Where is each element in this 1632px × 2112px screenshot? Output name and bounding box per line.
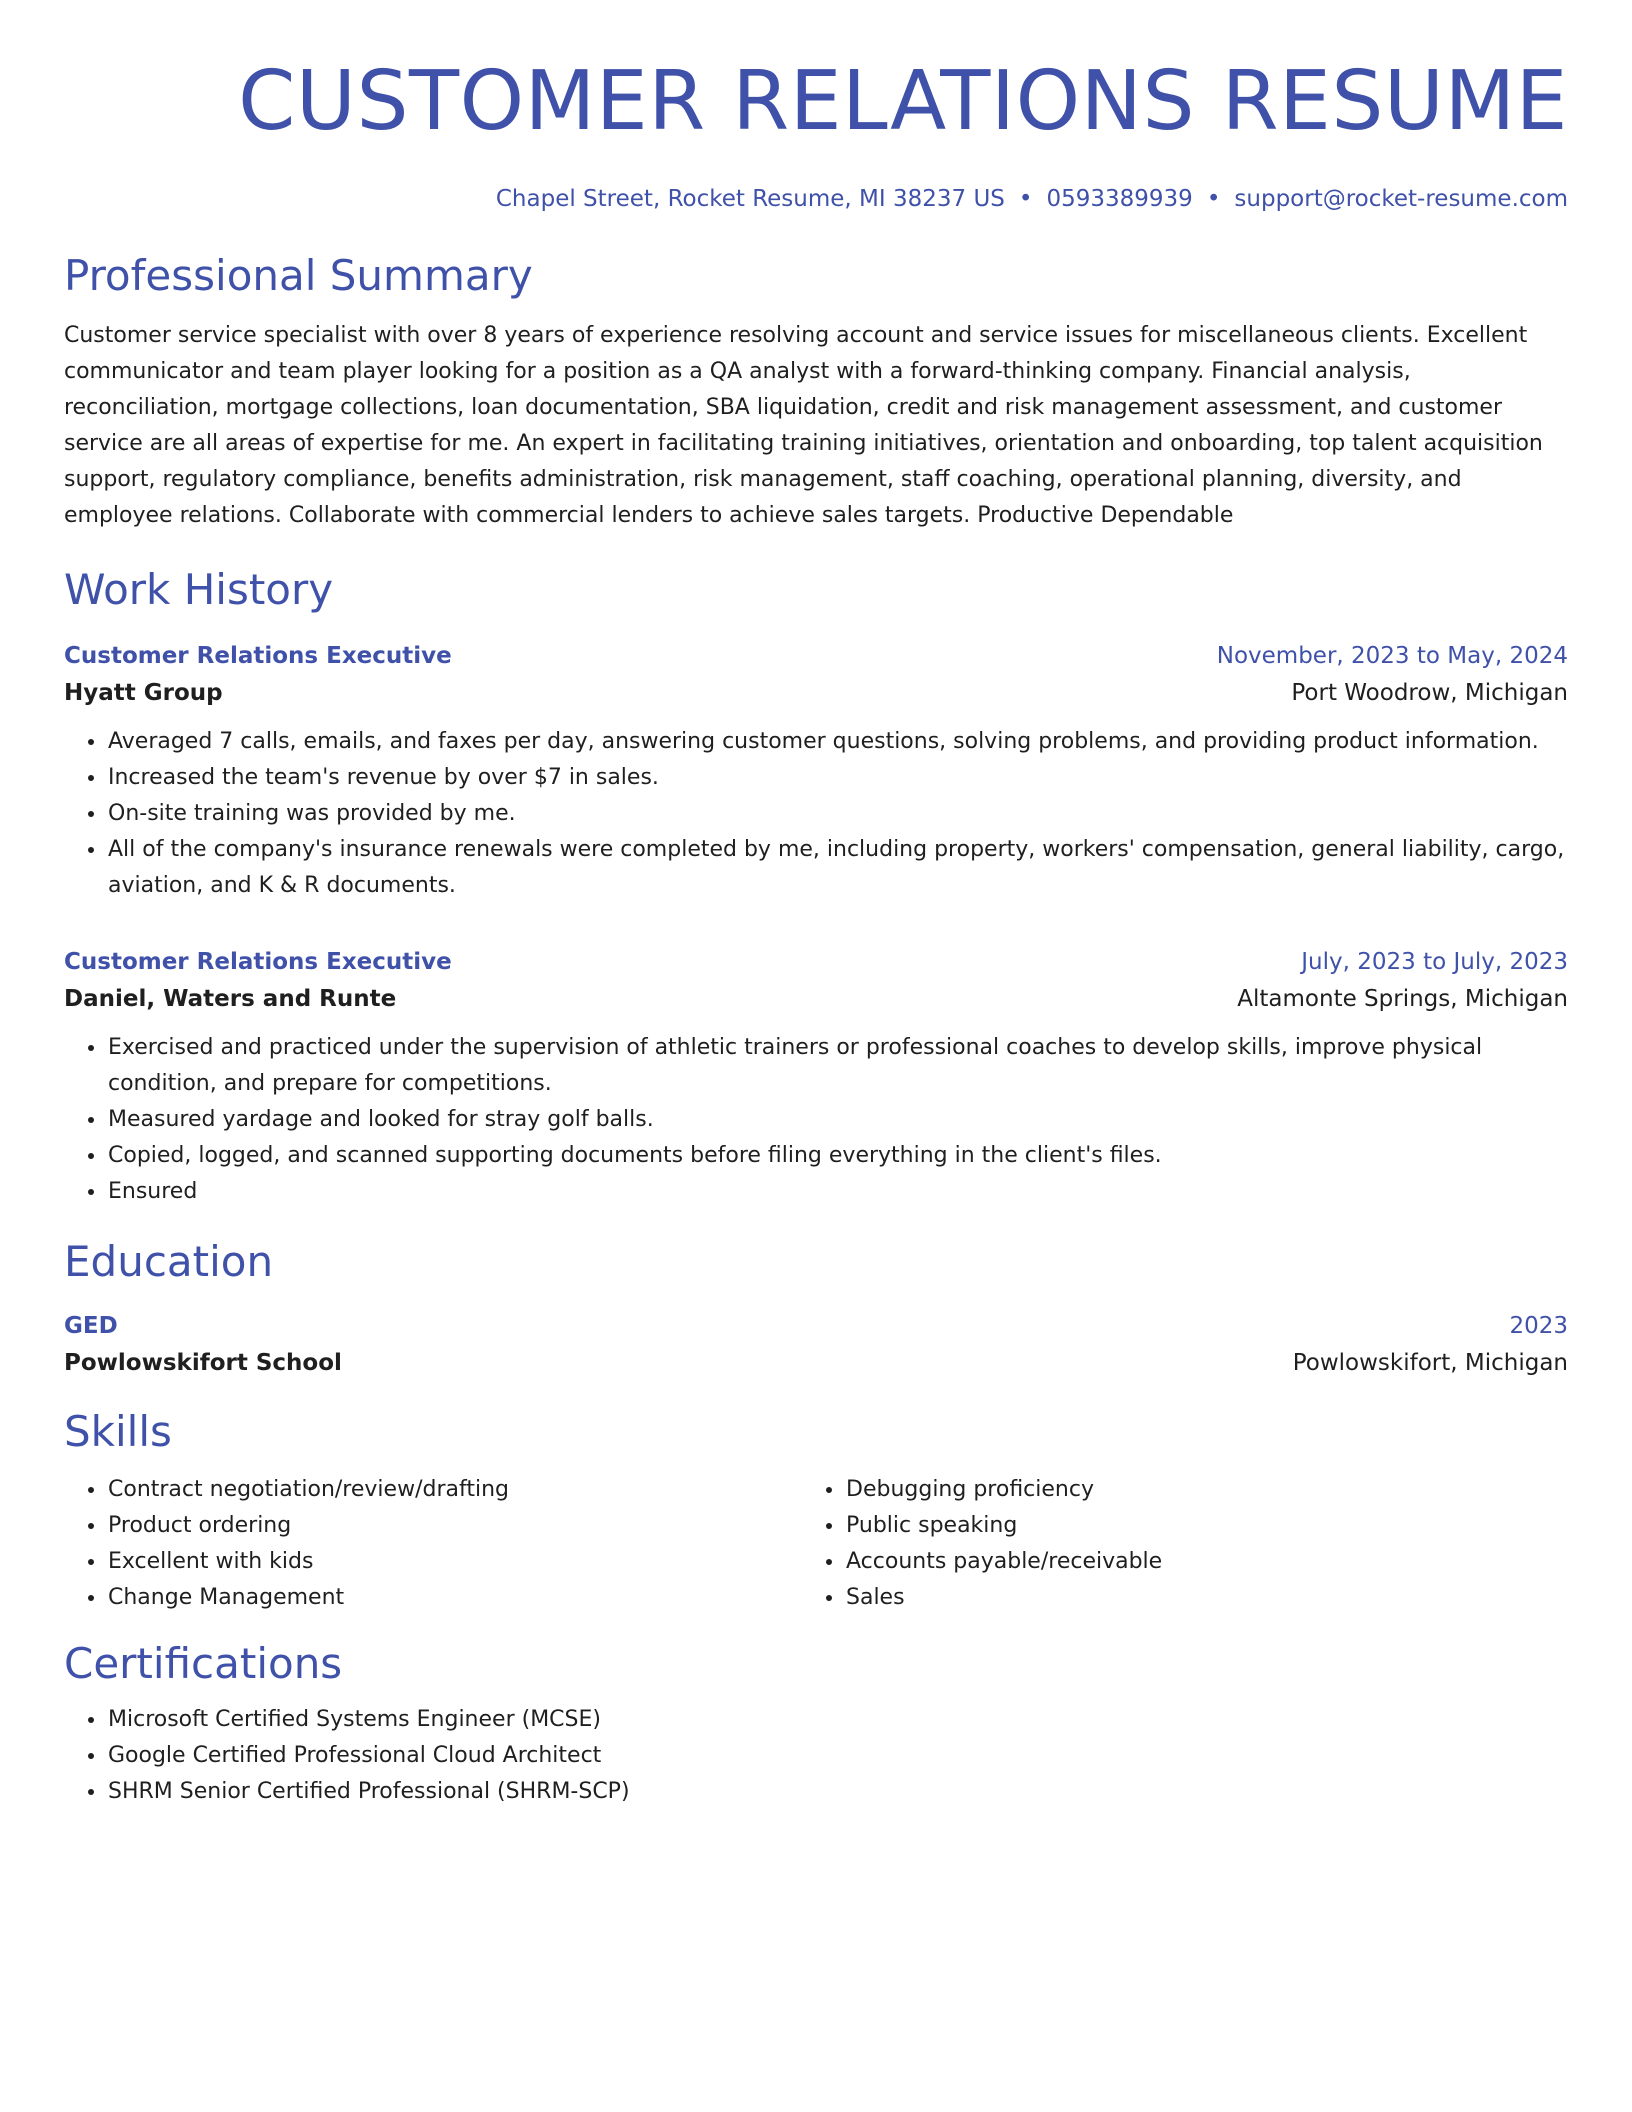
job-bullet: • On-site training was provided by me.	[107, 796, 1568, 832]
section-heading-skills: Skills	[64, 1407, 172, 1456]
job-dates: July, 2023 to July, 2023	[1301, 949, 1568, 975]
skills-column-right	[802, 1472, 1540, 1616]
contact-separator: •	[1018, 186, 1033, 212]
job-bullet-list	[64, 1030, 1568, 1210]
skills-column-left	[64, 1472, 802, 1616]
education-degree-row	[64, 1308, 1568, 1344]
contact-address: Chapel Street, Rocket Resume, MI 38237 US	[495, 186, 1005, 212]
education-year: 2023	[1509, 1313, 1568, 1339]
skills-list-right	[802, 1472, 1540, 1616]
job-bullet: • Copied, logged, and scanned supporting documents before filing everything in the client's files.	[107, 1138, 1568, 1174]
job-bullet: • Averaged 7 calls, emails, and faxes per day, answering customer questions, solving problems, and providing product information.	[107, 724, 1568, 760]
education-location: Powlowskifort, Michigan	[1292, 1350, 1568, 1376]
education-degree: GED	[64, 1313, 118, 1339]
job-bullet: • Exercised and practiced under the supervision of athletic trainers or professional coaches to develop skills, improve physical condition, and prepare for competitions.	[107, 1030, 1568, 1102]
skill-item: • Debugging proficiency	[845, 1472, 1540, 1508]
job-location: Altamonte Springs, Michigan	[1237, 986, 1568, 1012]
summary-text: Customer service specialist with over 8 years of experience resolving account and service issues for miscellaneous clients. Excellent communicator and team player looking for a position as a QA analyst with a forward-thinking company. Financial analysis, reconciliation, mortgage collections, loan documentation, SBA liquidation, credit and risk management assessment, and customer service are all areas of expertise for me. An expert in facilitating training initiatives, orientation and onboarding, top talent acquisition support, regulatory compliance, benefits administration, risk management, staff coaching, operational planning, diversity, and employee relations. Collaborate with commercial lenders to achieve sales targets. Productive Dependable	[64, 323, 1543, 528]
skill-item: • Accounts payable/receivable	[845, 1544, 1540, 1580]
education-school-row	[64, 1344, 1568, 1382]
skills-section	[64, 1406, 1568, 1616]
section-heading-work-history: Work History	[64, 565, 334, 614]
contact-email[interactable]: support@rocket-resume.com	[1234, 186, 1568, 212]
resume-header	[64, 0, 1568, 214]
job-location: Port Woodrow, Michigan	[1291, 680, 1568, 706]
education-school: Powlowskifort School	[64, 1350, 342, 1376]
job-entry	[64, 638, 1568, 904]
contact-separator: •	[1206, 186, 1221, 212]
skills-list-left	[64, 1472, 802, 1616]
certification-item: • SHRM Senior Certified Professional (SHRM-SCP)	[107, 1774, 1568, 1810]
job-bullet: • Measured yardage and looked for stray golf balls.	[107, 1102, 1568, 1138]
section-heading-summary: Professional Summary	[64, 251, 533, 300]
skills-columns	[64, 1472, 1568, 1616]
job-company: Hyatt Group	[64, 680, 223, 706]
contact-line	[64, 184, 1568, 214]
skill-item: • Public speaking	[845, 1508, 1540, 1544]
skill-item: • Excellent with kids	[107, 1544, 802, 1580]
certifications-section	[64, 1638, 1568, 1810]
summary-section	[64, 250, 1568, 534]
section-heading-education: Education	[64, 1237, 274, 1286]
certification-item: • Google Certified Professional Cloud Architect	[107, 1738, 1568, 1774]
job-title: Customer Relations Executive	[64, 949, 452, 975]
job-bullet: • All of the company's insurance renewals were completed by me, including property, workers' compensation, general liability, cargo, aviation, and K & R documents.	[107, 832, 1568, 904]
section-heading-certifications: Certifications	[64, 1639, 343, 1688]
job-entry	[64, 944, 1568, 1210]
resume-title: CUSTOMER RELATIONS RESUME	[238, 54, 1568, 149]
job-company-row	[64, 980, 1568, 1018]
work-history-section	[64, 564, 1568, 1210]
job-dates: November, 2023 to May, 2024	[1216, 643, 1568, 669]
education-entry	[64, 1308, 1568, 1382]
certification-item: • Microsoft Certified Systems Engineer (MCSE)	[107, 1702, 1568, 1738]
contact-phone: 0593389939	[1046, 186, 1193, 212]
skill-item: • Change Management	[107, 1580, 802, 1616]
skill-item: • Sales	[845, 1580, 1540, 1616]
job-company-row	[64, 674, 1568, 712]
job-company: Daniel, Waters and Runte	[64, 986, 397, 1012]
job-bullet: • Ensured	[107, 1174, 1568, 1210]
job-bullet: • Increased the team's revenue by over $7 in sales.	[107, 760, 1568, 796]
job-title-row	[64, 944, 1568, 980]
certifications-list	[64, 1702, 1568, 1810]
job-bullet-list	[64, 724, 1568, 904]
job-title-row	[64, 638, 1568, 674]
skill-item: • Contract negotiation/review/drafting	[107, 1472, 802, 1508]
skill-item: • Product ordering	[107, 1508, 802, 1544]
education-section	[64, 1236, 1568, 1382]
job-title: Customer Relations Executive	[64, 643, 452, 669]
